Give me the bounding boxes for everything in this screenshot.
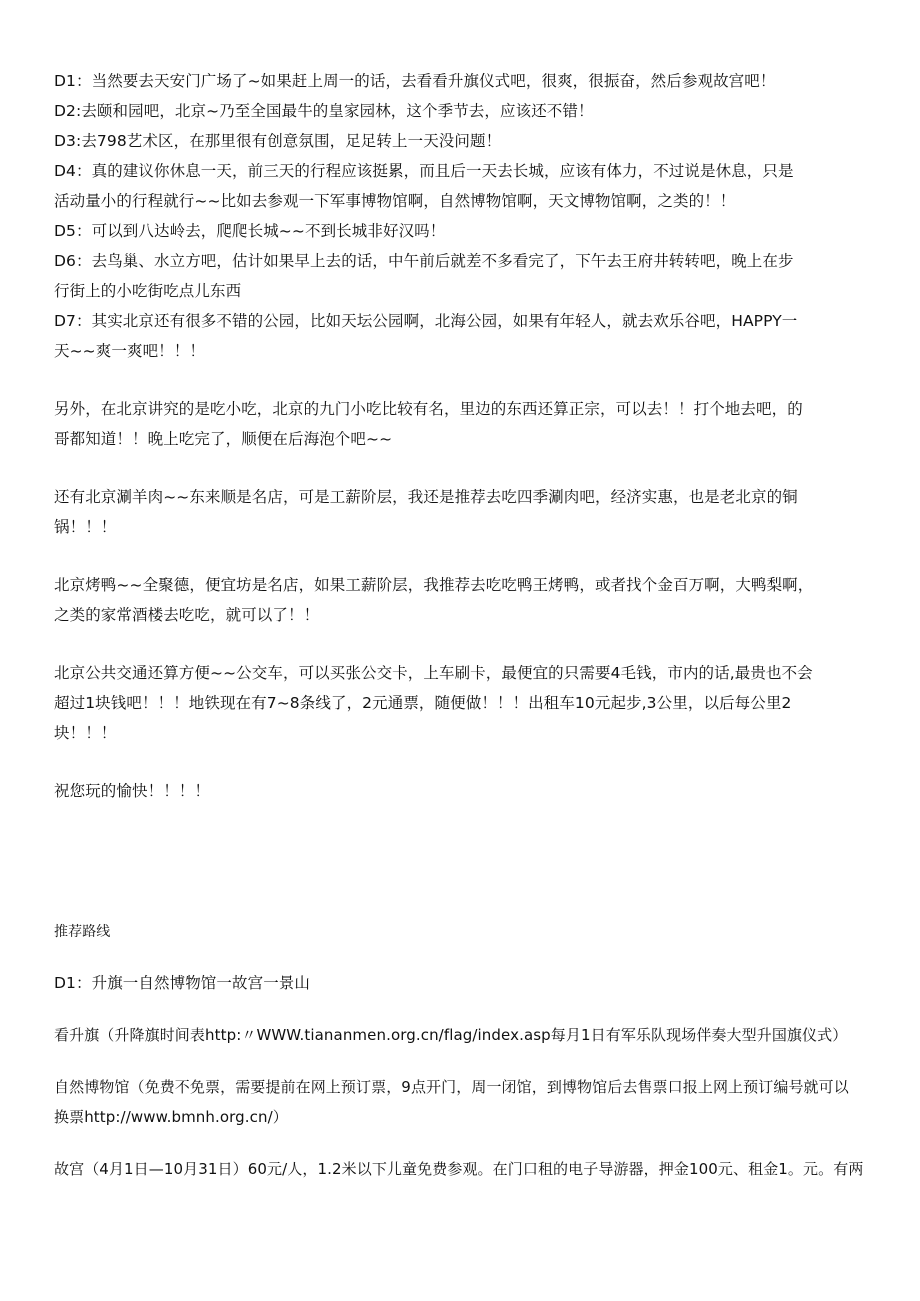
itinerary-line-d2: D2:去颐和园吧，北京~乃至全国最牛的皇家园林，这个季节去，应该还不错！ <box>54 102 594 120</box>
paragraph-line: 之类的家常酒楼去吃吃，就可以了！！ <box>54 606 320 624</box>
route-museum <box>54 1072 866 1132</box>
route-palace: 故宫（4月1日—10月31日）60元/人，1.2米以下儿童免费参观。在门口租的电子导游器，押金100元、租金1。元。有两 <box>54 1160 864 1178</box>
snacks-paragraph <box>54 394 866 454</box>
route-heading: 推荐路线 <box>54 924 111 940</box>
paragraph-line: 祝您玩的愉快！！！！ <box>54 782 211 800</box>
itinerary-line-d4: D4：真的建议你休息一天，前三天的行程应该挺累，而且后一天去长城，应该有体力，不过说是休息，只是 <box>54 162 794 180</box>
route-museum-line: 自然博物馆（免费不免票，需要提前在网上预订票，9点开门，周一闭馆，到博物馆后去售票口报上网上预订编号就可以 <box>54 1078 849 1096</box>
closing-paragraph <box>54 776 866 806</box>
paragraph-line: 哥都知道！！晚上吃完了，顺便在后海泡个吧~~ <box>54 430 393 448</box>
itinerary-line-d5: D5：可以到八达岭去，爬爬长城~~不到长城非好汉吗！ <box>54 222 446 240</box>
paragraph-line: 块！！！ <box>54 724 117 742</box>
route-museum-line: 换票http://www.bmnh.org.cn/） <box>54 1108 288 1126</box>
transport-paragraph <box>54 658 866 748</box>
itinerary-line-d6: D6：去鸟巢、水立方吧，估计如果早上去的话，中午前后就差不多看完了，下午去王府井转转吧，晚上在步 <box>54 252 794 270</box>
itinerary-line-d6-cont: 行街上的小吃街吃点儿东西 <box>54 282 242 300</box>
itinerary-line-d7: D7：其实北京还有很多不错的公园，比如天坛公园啊，北海公园，如果有年轻人，就去欢乐谷吧，HAPPY一 <box>54 312 798 330</box>
route-d1: D1：升旗一自然博物馆一故宫一景山 <box>54 974 310 992</box>
itinerary-line-d4-cont: 活动量小的行程就行~~比如去参观一下军事博物馆啊，自然博物馆啊，天文博物馆啊，之类的！！ <box>54 192 736 210</box>
roast-duck-paragraph <box>54 570 866 630</box>
paragraph-line: 北京公共交通还算方便~~公交车，可以买张公交卡，上车刷卡，最便宜的只需要4毛钱，市内的话,最贵也不会 <box>54 664 813 682</box>
itinerary-line-d3: D3:去798艺术区，在那里很有创意氛围，足足转上一天没问题！ <box>54 132 502 150</box>
hotpot-paragraph <box>54 482 866 542</box>
paragraph-line: 北京烤鸭~~全聚德，便宜坊是名店，如果工薪阶层，我推荐去吃吃鸭王烤鸭，或者找个金百万啊，大鸭梨啊， <box>54 576 814 594</box>
route-flag-ceremony: 看升旗（升降旗时间表http:〃WWW.tiananmen.org.cn/flag/index.asp每月1日有军乐队现场伴奏大型升国旗仪式） <box>54 1026 848 1044</box>
paragraph-line: 还有北京涮羊肉~~东来顺是名店，可是工薪阶层，我还是推荐去吃四季涮肉吧，经济实惠，也是老北京的铜 <box>54 488 798 506</box>
paragraph-line: 另外，在北京讲究的是吃小吃，北京的九门小吃比较有名，里边的东西还算正宗，可以去！！打个地去吧，的 <box>54 400 803 418</box>
route-section <box>54 918 866 1184</box>
itinerary-block <box>54 66 866 366</box>
itinerary-line-d7-cont: 天~~爽一爽吧！！！ <box>54 342 205 360</box>
itinerary-line-d1: D1：当然要去天安门广场了~如果赶上周一的话，去看看升旗仪式吧，很爽，很振奋，然后参观故宫吧！ <box>54 72 776 90</box>
document-page <box>54 66 866 1184</box>
paragraph-line: 锅！！！ <box>54 518 117 536</box>
paragraph-line: 超过1块钱吧！！！地铁现在有7~8条线了，2元通票，随便做！！！出租车10元起步,3公里，以后每公里2 <box>54 694 792 712</box>
